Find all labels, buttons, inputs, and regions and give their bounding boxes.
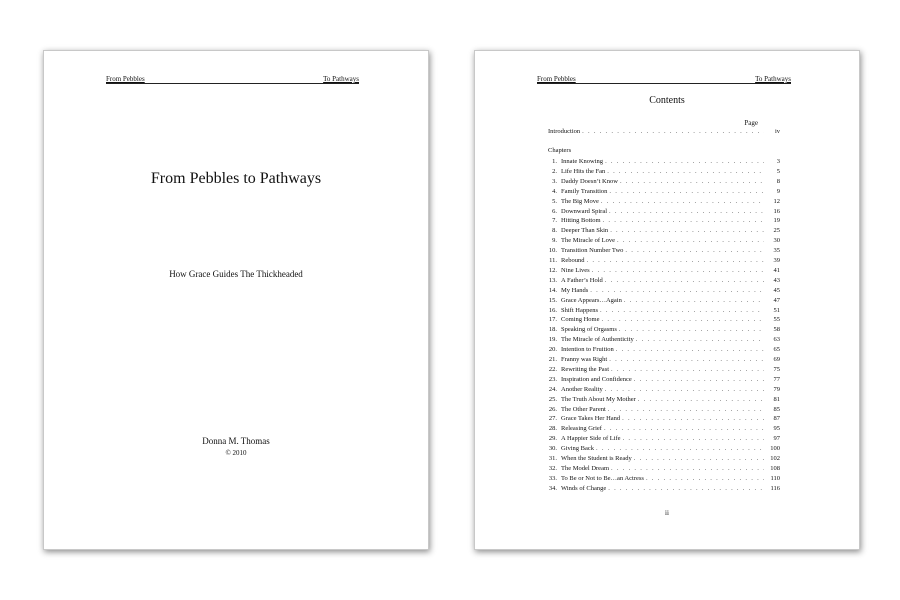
chapter-title: Franny was Right	[561, 356, 608, 363]
dot-leader	[603, 276, 764, 286]
title-page	[43, 50, 429, 550]
chapter-page: 108	[770, 464, 780, 472]
toc-chapter-row	[543, 464, 780, 474]
page-column-heading: Page	[744, 119, 758, 127]
chapter-page: 65	[773, 346, 780, 354]
dot-leader	[606, 484, 764, 494]
chapter-page: 47	[773, 296, 780, 304]
chapter-title: Daddy Doesn’t Know	[561, 177, 618, 185]
chapter-page: 102	[770, 455, 780, 462]
toc-chapter-row	[543, 444, 780, 454]
chapter-title: My Hands	[561, 286, 589, 294]
dot-leader	[609, 365, 764, 375]
toc-chapter-row	[543, 276, 780, 286]
chapter-page: 63	[773, 336, 780, 344]
chapter-title: The Big Move	[561, 197, 599, 205]
chapter-page: 30	[773, 237, 780, 245]
chapter-title: Nine Lives	[561, 266, 590, 274]
dot-leader	[621, 434, 764, 444]
dot-leader	[599, 197, 764, 207]
chapter-title: Speaking of Orgasms	[561, 326, 617, 334]
chapter-number: 19.	[548, 336, 557, 344]
toc-chapter-row	[543, 474, 780, 484]
header-right-text: To Pathways	[323, 75, 359, 83]
toc-chapter-row	[543, 306, 780, 316]
chapter-title: The Other Parent	[561, 405, 606, 413]
chapter-title: Rebound	[561, 257, 585, 264]
chapter-number: 25.	[548, 395, 557, 403]
dot-leader	[615, 236, 764, 246]
chapter-title: Innate Knowing	[561, 158, 604, 165]
chapter-title: Downward Spiral	[561, 207, 608, 215]
toc-entry-page: iv	[774, 128, 780, 135]
chapter-number: 8.	[552, 227, 557, 235]
dot-leader	[607, 187, 764, 197]
chapter-title: Rewriting the Past	[561, 365, 610, 373]
chapter-page: 95	[773, 425, 780, 433]
page-number: ii	[665, 509, 669, 517]
header-left-text: From Pebbles	[106, 75, 145, 83]
chapter-number: 27.	[548, 415, 557, 423]
chapter-page: 35	[773, 247, 780, 255]
chapter-page: 77	[773, 375, 780, 383]
contents-page	[474, 50, 860, 550]
chapter-page: 69	[773, 356, 780, 363]
chapter-number: 14.	[548, 286, 557, 294]
chapter-title: Giving Back	[561, 445, 595, 453]
chapter-title: A Father’s Hold	[561, 276, 603, 284]
chapter-page: 110	[770, 474, 780, 482]
dot-leader	[603, 385, 764, 395]
chapter-list	[475, 157, 859, 502]
chapter-number: 6.	[552, 207, 557, 215]
dot-leader	[580, 127, 764, 137]
chapter-page: 75	[773, 365, 780, 373]
dot-leader	[620, 414, 764, 424]
chapter-number: 16.	[548, 306, 557, 314]
toc-chapter-row	[543, 187, 780, 197]
header-right-text: To Pathways	[755, 75, 791, 83]
chapter-number: 5.	[552, 197, 557, 205]
chapter-page: 55	[773, 316, 780, 324]
toc-chapter-row	[543, 157, 780, 167]
chapter-page: 8	[776, 177, 780, 185]
toc-entry-title: Introduction	[548, 128, 581, 135]
toc-chapter-row	[543, 236, 780, 246]
header-left-text: From Pebbles	[537, 75, 576, 83]
chapter-title: Winds of Change	[561, 484, 607, 492]
toc-chapter-row	[543, 216, 780, 226]
chapter-title: Releasing Grief	[561, 425, 602, 433]
chapter-page: 5	[776, 167, 780, 175]
dot-leader	[634, 335, 764, 345]
chapter-title: A Happier Side of Life	[561, 435, 621, 443]
contents-heading: Contents	[649, 95, 685, 106]
running-header	[537, 75, 791, 84]
dot-leader	[607, 355, 764, 365]
chapter-page: 41	[773, 266, 780, 274]
dot-leader	[636, 395, 764, 405]
chapter-page: 58	[773, 326, 780, 334]
chapter-number: 24.	[548, 385, 557, 393]
chapter-number: 18.	[548, 326, 557, 334]
chapter-page: 25	[773, 227, 780, 235]
chapter-page: 19	[773, 217, 780, 225]
toc-chapter-row	[543, 405, 780, 415]
dot-leader	[622, 296, 764, 306]
chapter-number: 21.	[548, 356, 557, 363]
chapter-title: Inspiration and Confidence	[561, 375, 632, 383]
toc-chapter-row	[543, 365, 780, 375]
chapter-number: 7.	[552, 217, 557, 225]
chapter-title: Life Hits the Fan	[561, 167, 606, 175]
dot-leader	[607, 207, 764, 217]
toc-chapter-row	[543, 385, 780, 395]
chapter-title: Shift Happens	[561, 306, 599, 314]
chapter-number: 23.	[548, 375, 557, 383]
toc-introduction	[548, 127, 780, 137]
chapter-page: 45	[773, 286, 780, 294]
toc-chapter-row	[543, 325, 780, 335]
chapter-title: The Miracle of Love	[561, 237, 615, 245]
toc-chapter-row	[543, 296, 780, 306]
chapter-title: Grace Takes Her Hand	[561, 415, 621, 423]
toc-chapter-row	[543, 226, 780, 236]
chapter-title: To Be or Not to Be…an Actress	[561, 474, 644, 482]
chapter-title: The Truth About My Mother	[561, 395, 636, 403]
dot-leader	[644, 474, 764, 484]
dot-leader	[623, 246, 764, 256]
chapter-page: 85	[773, 405, 780, 413]
chapters-label: Chapters	[548, 147, 572, 154]
toc-chapter-row	[543, 197, 780, 207]
toc-chapter-row	[543, 484, 780, 494]
chapter-page: 79	[773, 385, 780, 393]
dot-leader	[606, 405, 764, 415]
dot-leader	[617, 325, 764, 335]
dot-leader	[588, 286, 764, 296]
dot-leader	[603, 157, 764, 167]
toc-chapter-row	[543, 395, 780, 405]
dot-leader	[594, 444, 764, 454]
dot-leader	[590, 266, 764, 276]
chapter-number: 22.	[548, 365, 557, 373]
book-subtitle: How Grace Guides The Thickheaded	[169, 269, 303, 279]
chapter-page: 12	[773, 197, 780, 205]
toc-chapter-row	[543, 375, 780, 385]
chapter-page: 3	[776, 158, 780, 165]
chapter-number: 33.	[548, 474, 557, 482]
dot-leader	[618, 177, 764, 187]
chapter-number: 9.	[552, 237, 557, 245]
chapter-number: 34.	[548, 484, 557, 492]
copyright-notice: © 2010	[225, 449, 247, 457]
author-name: Donna M. Thomas	[202, 436, 270, 446]
chapter-page: 87	[773, 415, 780, 423]
toc-chapter-row	[543, 424, 780, 434]
chapter-page: 39	[773, 257, 780, 264]
chapter-page: 116	[770, 484, 780, 492]
chapter-title: Family Transition	[561, 187, 608, 195]
chapter-title: Intention to Fruition	[561, 346, 614, 354]
chapter-number: 3.	[552, 177, 557, 185]
chapter-number: 4.	[552, 187, 557, 195]
chapter-number: 20.	[548, 346, 557, 354]
toc-chapter-row	[543, 256, 780, 266]
chapter-number: 17.	[548, 316, 557, 324]
toc-chapter-row	[543, 286, 780, 296]
chapter-number: 10.	[548, 247, 557, 255]
toc-chapter-row	[543, 355, 780, 365]
chapter-title: Transition Number Two	[561, 247, 624, 255]
chapter-page: 51	[773, 306, 780, 314]
chapter-page: 97	[773, 435, 780, 443]
chapter-number: 13.	[548, 276, 557, 284]
dot-leader	[605, 167, 764, 177]
dot-leader	[598, 306, 764, 316]
chapter-number: 29.	[548, 435, 557, 443]
dot-leader	[601, 216, 764, 226]
chapter-page: 81	[773, 395, 780, 403]
chapter-page: 100	[770, 445, 780, 453]
chapter-title: Another Reality	[561, 385, 603, 393]
toc-chapter-row	[543, 434, 780, 444]
toc-chapter-row	[543, 246, 780, 256]
toc-chapter-row	[543, 335, 780, 345]
dot-leader	[632, 454, 764, 464]
chapter-title: The Miracle of Authenticity	[561, 336, 634, 344]
chapter-page: 9	[776, 187, 780, 195]
chapter-title: The Model Dream	[561, 464, 610, 472]
toc-chapter-row	[543, 177, 780, 187]
dot-leader	[609, 464, 764, 474]
chapter-title: Hitting Bottom	[561, 217, 601, 225]
chapter-number: 12.	[548, 266, 557, 274]
chapter-number: 26.	[548, 405, 557, 413]
dot-leader	[599, 315, 764, 325]
toc-chapter-row	[543, 454, 780, 464]
chapter-number: 1.	[552, 158, 557, 165]
toc-chapter-row	[543, 167, 780, 177]
toc-chapter-row	[543, 207, 780, 217]
chapter-number: 15.	[548, 296, 557, 304]
chapter-number: 11.	[549, 257, 557, 264]
dot-leader	[608, 226, 764, 236]
book-title: From Pebbles to Pathways	[150, 170, 322, 187]
chapter-page: 43	[773, 276, 780, 284]
chapter-number: 28.	[548, 425, 557, 433]
toc-chapter-row	[543, 315, 780, 325]
toc-chapter-row	[543, 345, 780, 355]
chapter-number: 32.	[548, 464, 557, 472]
chapter-title: Deeper Than Skin	[561, 227, 609, 235]
dot-leader	[584, 256, 764, 266]
chapter-number: 30.	[548, 445, 557, 453]
dot-leader	[602, 424, 764, 434]
chapter-number: 31.	[548, 455, 557, 462]
dot-leader	[614, 345, 764, 355]
chapter-title: When the Student is Ready	[561, 455, 632, 462]
chapter-number: 2.	[552, 167, 557, 175]
running-header	[106, 75, 359, 84]
chapter-page: 16	[773, 207, 780, 215]
chapter-title: Grace Appears…Again	[561, 296, 622, 304]
chapter-title: Coming Home	[561, 316, 600, 324]
toc-chapter-row	[543, 266, 780, 276]
toc-chapter-row	[543, 414, 780, 424]
dot-leader	[632, 375, 764, 385]
